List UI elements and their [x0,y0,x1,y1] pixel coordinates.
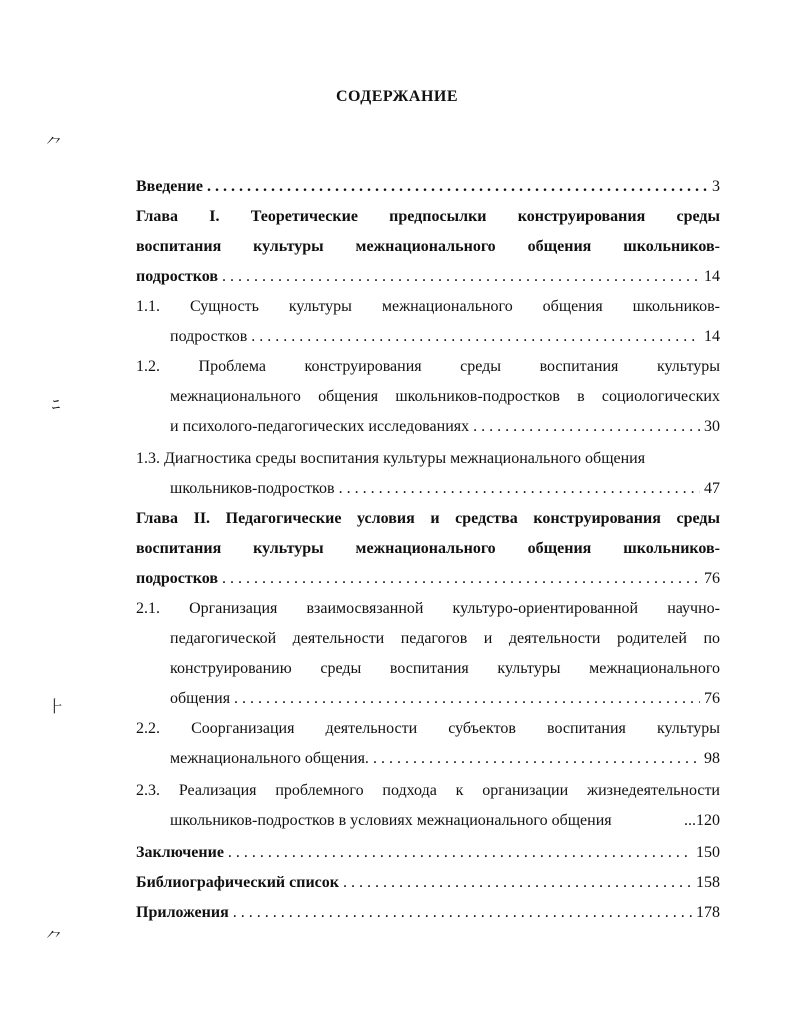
toc-entry-introduction[interactable] [136,176,720,198]
toc-section-2-2-line-1: 2.2. Соорганизация деятельности субъектов воспитания культуры [136,720,720,737]
toc-page: 30 [704,418,720,435]
toc-label: Заключение [136,844,224,861]
dot-leader [251,326,700,348]
toc-section-2-1-line-1: 2.1. Организация взаимосвязанной культуро-ориентированной научно- [136,600,720,617]
scan-artifact-mark: ⺈ [46,929,63,948]
toc-label: Библиографический список [136,874,339,891]
toc-label: Введение [136,178,203,195]
scan-artifact-mark: ⺈ [46,135,63,154]
toc-page: 158 [696,874,720,891]
toc-chapter-1-line-1: Глава I. Теоретические предпосылки конструирования среды [136,208,720,225]
toc-entry-section-2-3[interactable] [170,810,720,832]
dot-leader [343,872,692,894]
toc-label: подростков [136,570,218,587]
toc-page: 76 [704,690,720,707]
scan-artifact-mark: ⺊ [48,697,65,716]
toc-section-2-1-line-2: педагогической деятельности педагогов и деятельности родителей по [170,630,720,647]
dot-leader [339,478,700,500]
toc-page: ...120 [684,812,720,829]
toc-label: Приложения [136,904,229,921]
toc-section-2-1-line-3: конструированию среды воспитания культуры межнационального [170,660,720,677]
dot-leader [234,688,700,710]
dot-leader [228,842,692,864]
toc-page: 14 [704,328,720,345]
toc-entry-bibliography[interactable] [136,872,720,894]
dot-leader [473,416,700,438]
toc-entry-conclusion[interactable] [136,842,720,864]
toc-page: 47 [704,480,720,497]
toc-entry-section-1-1[interactable] [170,326,720,348]
toc-entry-chapter-1[interactable] [136,266,720,288]
toc-entry-section-1-3[interactable] [170,478,720,500]
toc-label: и психолого-педагогических исследованиях [170,418,470,435]
toc-page: 3 [712,178,720,195]
toc-section-2-3-line-1: 2.3. Реализация проблемного подхода к организации жизнедеятельности [136,782,720,799]
dot-leader [222,568,700,590]
dot-leader [233,902,692,924]
toc-section-1-2-line-2: межнационального общения школьников-подростков в социологических [170,388,720,405]
dot-leader [207,176,708,198]
toc-chapter-1-line-2: воспитания культуры межнационального общения школьников- [136,238,720,255]
toc-page: 14 [704,268,720,285]
page-title: СОДЕРЖАНИЕ [335,88,459,105]
toc-label: подростков [170,328,248,345]
toc-label: общения [170,690,231,707]
toc-chapter-2-line-2: воспитания культуры межнационального общения школьников- [136,540,720,557]
toc-entry-section-2-2[interactable] [170,748,720,770]
toc-section-1-2-line-1: 1.2. Проблема конструирования среды воспитания культуры [136,358,720,375]
toc-entry-appendices[interactable] [136,902,720,924]
toc-entry-chapter-2[interactable] [136,568,720,590]
toc-page: 150 [696,844,720,861]
toc-label: школьников-подростков [170,480,335,497]
toc-page: 76 [704,570,720,587]
toc-label: школьников-подростков в условиях межнационального общения [170,812,612,829]
dot-leader [222,266,700,288]
toc-section-1-3-line-1: 1.3. Диагностика среды воспитания культуры межнационального общения [136,450,646,467]
dot-leader [373,748,700,770]
toc-label: межнационального общения. [170,750,369,767]
toc-label: подростков [136,268,218,285]
toc-page: 98 [704,750,720,767]
toc-entry-section-1-2[interactable] [170,416,720,438]
scan-artifact-mark: ﾆ [52,395,61,414]
toc-section-1-1-line-1: 1.1. Сущность культуры межнационального общения школьников- [136,298,720,315]
toc-page: 178 [696,904,720,921]
toc-chapter-2-line-1: Глава II. Педагогические условия и средства конструирования среды [136,510,720,527]
toc-entry-section-2-1[interactable] [170,688,720,710]
